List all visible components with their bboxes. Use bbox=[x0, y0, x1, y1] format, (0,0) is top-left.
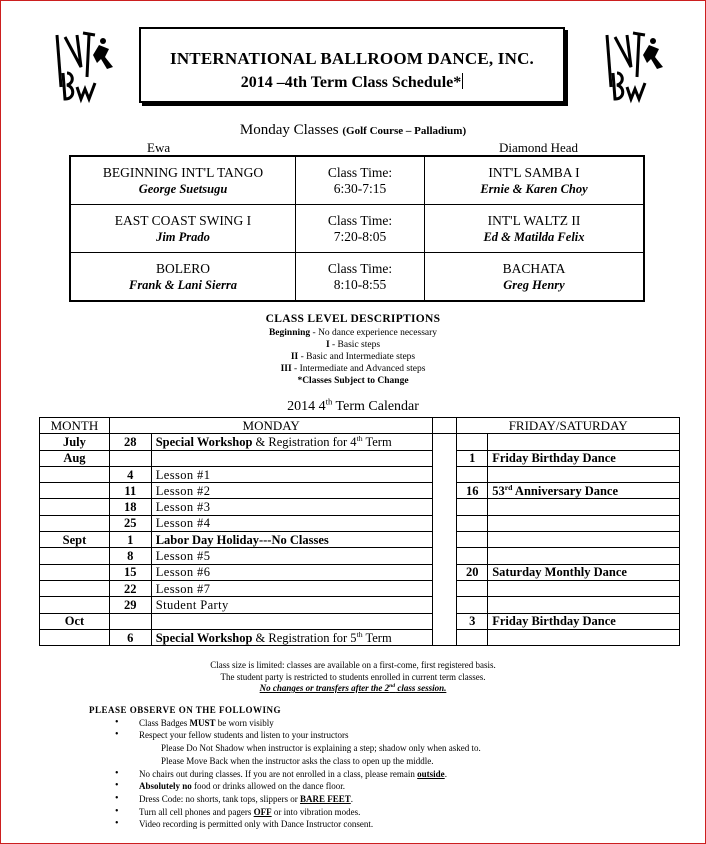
text-cursor bbox=[462, 73, 463, 89]
month-cell bbox=[40, 564, 110, 580]
monday-heading bbox=[1, 122, 705, 139]
monday-date-cell bbox=[109, 613, 151, 629]
rule-item: • Respect your fellow students and listen to your instructors bbox=[89, 729, 689, 742]
levels-note: *Classes Subject to Change bbox=[297, 376, 409, 386]
calendar-header-row bbox=[40, 418, 680, 434]
month-cell bbox=[40, 580, 110, 596]
class-time-cell: Class Time: 8:10-8:55 bbox=[296, 253, 425, 302]
monday-title: Monday Classes bbox=[239, 122, 339, 138]
class-cell: BEGINNING INT'L TANGO George Suetsugu bbox=[70, 156, 296, 205]
friday-date-cell bbox=[457, 515, 488, 531]
monday-classes-table bbox=[69, 155, 645, 302]
gap-cell bbox=[433, 466, 457, 482]
friday-event-cell: Friday Birthday Dance bbox=[488, 613, 680, 629]
note-line: The student party is restricted to students enrolled in current term classes. bbox=[220, 671, 486, 682]
calendar-row bbox=[40, 532, 680, 548]
ballroom-logo-left bbox=[47, 27, 117, 107]
ballroom-logo-right bbox=[597, 27, 667, 107]
gap-cell bbox=[433, 597, 457, 613]
gap-cell bbox=[433, 434, 457, 450]
rules-list bbox=[89, 717, 689, 831]
class-row bbox=[70, 253, 644, 302]
monday-date-cell: 18 bbox=[109, 499, 151, 515]
gap-cell bbox=[433, 580, 457, 596]
level-item: III - Intermediate and Advanced steps bbox=[280, 364, 426, 374]
class-row bbox=[70, 156, 644, 205]
class-cell: INT'L WALTZ II Ed & Matilda Felix bbox=[425, 205, 645, 253]
month-header: MONTH bbox=[40, 418, 110, 434]
calendar-row bbox=[40, 597, 680, 613]
friday-date-cell bbox=[457, 629, 488, 645]
monday-date-cell: 29 bbox=[109, 597, 151, 613]
gap-cell bbox=[433, 613, 457, 629]
monday-event-cell: Student Party bbox=[151, 597, 433, 613]
calendar-row bbox=[40, 580, 680, 596]
rule-subitem: Please Do Not Shadow when instructor is explaining a step; shadow only when asked to. bbox=[161, 743, 481, 754]
diamond-head-label: Diamond Head bbox=[499, 140, 579, 155]
friday-date-cell: 20 bbox=[457, 564, 488, 580]
level-item: I - Basic steps bbox=[325, 340, 381, 350]
month-cell: Aug bbox=[40, 450, 110, 466]
class-time-cell: Class Time: 6:30-7:15 bbox=[296, 156, 425, 205]
monday-event-cell: Lesson #6 bbox=[151, 564, 433, 580]
friday-event-cell: Saturday Monthly Dance bbox=[488, 564, 680, 580]
monday-date-cell: 15 bbox=[109, 564, 151, 580]
class-cell: EAST COAST SWING I Jim Prado bbox=[70, 205, 296, 253]
monday-event-cell: Special Workshop & Registration for 5th Term bbox=[151, 629, 433, 645]
monday-date-cell: 22 bbox=[109, 580, 151, 596]
monday-event-cell: Lesson #1 bbox=[151, 466, 433, 482]
rule-item: • Absolutely no food or drinks allowed on the dance floor. bbox=[89, 780, 689, 793]
class-cell: BOLERO Frank & Lani Sierra bbox=[70, 253, 296, 302]
monday-location: (Golf Course – Palladium) bbox=[342, 125, 467, 137]
note-line: Class size is limited: classes are available on a first-come, first registered basis. bbox=[210, 660, 496, 670]
rule-item: • Video recording is permitted only with Dance Instructor consent. bbox=[89, 818, 689, 831]
gap-cell bbox=[433, 564, 457, 580]
calendar-row bbox=[40, 466, 680, 482]
friday-date-cell: 3 bbox=[457, 613, 488, 629]
monday-date-cell: 8 bbox=[109, 548, 151, 564]
level-item: II - Basic and Intermediate steps bbox=[290, 352, 416, 362]
class-time-cell: Class Time: 7:20-8:05 bbox=[296, 205, 425, 253]
month-cell bbox=[40, 466, 110, 482]
monday-event-cell: Lesson #2 bbox=[151, 483, 433, 499]
friday-date-cell bbox=[457, 548, 488, 564]
rule-subitem: Please Move Back when the instructor asks the class to open up the middle. bbox=[161, 755, 434, 766]
friday-event-cell bbox=[488, 629, 680, 645]
friday-event-cell bbox=[488, 532, 680, 548]
calendar-row bbox=[40, 564, 680, 580]
class-level-descriptions bbox=[1, 313, 705, 387]
friday-date-cell bbox=[457, 532, 488, 548]
monday-event-cell: Lesson #7 bbox=[151, 580, 433, 596]
monday-date-cell: 1 bbox=[109, 532, 151, 548]
calendar-row bbox=[40, 548, 680, 564]
monday-event-cell: Lesson #5 bbox=[151, 548, 433, 564]
observe-section bbox=[89, 704, 689, 831]
calendar-row bbox=[40, 629, 680, 645]
friday-date-cell: 1 bbox=[457, 450, 488, 466]
friday-event-cell bbox=[488, 515, 680, 531]
class-row bbox=[70, 205, 644, 253]
rule-item: • No chairs out during classes. If you are not enrolled in a class, please remain outside. bbox=[89, 768, 689, 781]
org-title: INTERNATIONAL BALLROOM DANCE, INC. bbox=[170, 49, 534, 68]
calendar-row bbox=[40, 613, 680, 629]
friday-date-cell: 16 bbox=[457, 483, 488, 499]
calendar-row bbox=[40, 483, 680, 499]
level-item: Beginning - No dance experience necessary bbox=[268, 328, 438, 338]
gap-cell bbox=[433, 629, 457, 645]
rule-item: • Class Badges MUST be worn visibly bbox=[89, 717, 689, 730]
friday-event-cell bbox=[488, 499, 680, 515]
class-cell: BACHATA Greg Henry bbox=[425, 253, 645, 302]
gap-cell bbox=[433, 418, 457, 434]
gap-cell bbox=[433, 548, 457, 564]
enrollment-notes bbox=[1, 660, 705, 695]
monday-event-cell bbox=[151, 613, 433, 629]
friday-date-cell bbox=[457, 499, 488, 515]
calendar-row bbox=[40, 515, 680, 531]
monday-header: MONDAY bbox=[109, 418, 433, 434]
friday-event-cell bbox=[488, 597, 680, 613]
note-line-emphasis: No changes or transfers after the 2nd class session. bbox=[259, 683, 447, 693]
month-cell bbox=[40, 499, 110, 515]
monday-event-cell: Special Workshop & Registration for 4th Term bbox=[151, 434, 433, 450]
month-cell bbox=[40, 629, 110, 645]
monday-event-cell: Lesson #4 bbox=[151, 515, 433, 531]
friday-event-cell bbox=[488, 548, 680, 564]
monday-event-cell bbox=[151, 450, 433, 466]
gap-cell bbox=[433, 450, 457, 466]
month-cell bbox=[40, 597, 110, 613]
rule-item: • Turn all cell phones and pagers OFF or into vibration modes. bbox=[89, 806, 689, 819]
monday-date-cell: 28 bbox=[109, 434, 151, 450]
calendar-row bbox=[40, 450, 680, 466]
term-calendar-table bbox=[39, 417, 680, 646]
calendar-title: 2014 4th Term Calendar bbox=[287, 396, 419, 414]
rule-item: • Dress Code: no shorts, tank tops, slippers or BARE FEET. bbox=[89, 793, 689, 806]
friday-saturday-header: FRIDAY/SATURDAY bbox=[457, 418, 680, 434]
month-cell: July bbox=[40, 434, 110, 450]
gap-cell bbox=[433, 483, 457, 499]
calendar-row bbox=[40, 434, 680, 450]
title-box bbox=[139, 27, 565, 103]
month-cell bbox=[40, 515, 110, 531]
friday-event-cell bbox=[488, 434, 680, 450]
calendar-row bbox=[40, 499, 680, 515]
friday-date-cell bbox=[457, 597, 488, 613]
schedule-subtitle: 2014 –4th Term Class Schedule* bbox=[240, 74, 462, 91]
gap-cell bbox=[433, 499, 457, 515]
monday-date-cell: 25 bbox=[109, 515, 151, 531]
monday-date-cell: 6 bbox=[109, 629, 151, 645]
monday-event-cell: Lesson #3 bbox=[151, 499, 433, 515]
friday-event-cell: Friday Birthday Dance bbox=[488, 450, 680, 466]
friday-event-cell bbox=[488, 580, 680, 596]
gap-cell bbox=[433, 515, 457, 531]
class-cell: INT'L SAMBA I Ernie & Karen Choy bbox=[425, 156, 645, 205]
monday-event-cell: Labor Day Holiday---No Classes bbox=[151, 532, 433, 548]
friday-event-cell bbox=[488, 466, 680, 482]
monday-date-cell: 11 bbox=[109, 483, 151, 499]
friday-date-cell bbox=[457, 580, 488, 596]
month-cell bbox=[40, 548, 110, 564]
monday-date-cell bbox=[109, 450, 151, 466]
friday-event-cell: 53rd Anniversary Dance bbox=[488, 483, 680, 499]
month-cell: Oct bbox=[40, 613, 110, 629]
levels-heading: CLASS LEVEL DESCRIPTIONS bbox=[265, 313, 441, 325]
ewa-label: Ewa bbox=[147, 140, 171, 155]
friday-date-cell bbox=[457, 434, 488, 450]
friday-date-cell bbox=[457, 466, 488, 482]
month-cell: Sept bbox=[40, 532, 110, 548]
observe-heading: PLEASE OBSERVE ON THE FOLLOWING bbox=[89, 705, 282, 715]
monday-date-cell: 4 bbox=[109, 466, 151, 482]
gap-cell bbox=[433, 532, 457, 548]
month-cell bbox=[40, 483, 110, 499]
